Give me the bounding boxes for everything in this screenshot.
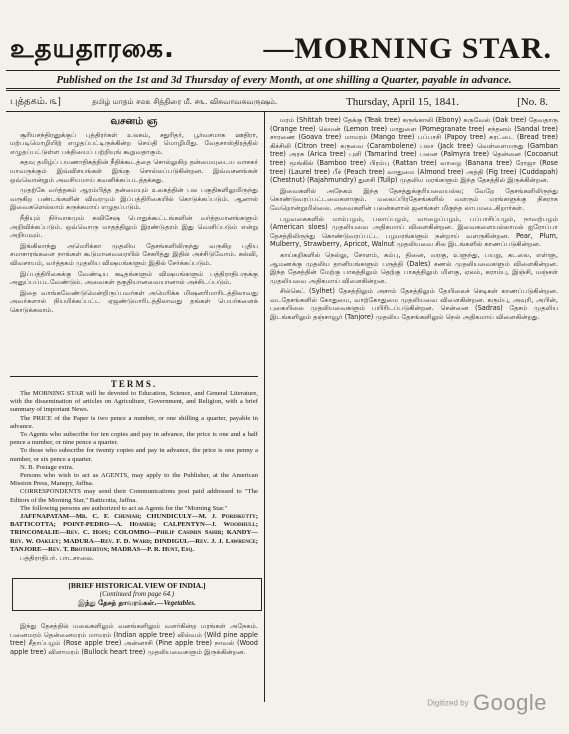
left-paragraph: சுதவு தமிழ்ப் பயணாதிகத்தின் நீதிக்கூடத்தை சொல்லுகிற தன்மையுடைய வாசகர் யாவருக்கும் இவ்விசயங்கள் இங்கு சொல்லப்படுகின்றன. இவ்வசனங்கள் ஒவ்வொன்றும் அவசியமாய் கவனிக்கப்படத்தக்கது.	[10, 158, 258, 184]
left-bottom-paragraph: இந்து தேசத்தில் மலைகளிலும் வனங்களிலும் வளர்கின்ற மரங்கள் அநேகம். பனைமரம் தென்னைமரம் மாமரம் (Indian apple tree) வில்வம் (Wild pine apple tree) சீதாப்பழம் (Rose apple tree) அன்னாசி (Pine apple tree) நாவல் (Wood apple tree) விளாமரம் (Bullock heart tree) முதலியவைகளும் இருக்கின்றன.	[10, 622, 258, 656]
terms-paragraph: Persons who wish to act as AGENTS, may apply to the Publisher, at the American Mission Press, Manepy, Jaffna.	[10, 472, 258, 488]
terms-paragraph: To Agents who subscribe for ten copies and pay in advance, the price is one and a half pence a number, or nine pence a quarter.	[10, 431, 258, 447]
vegetables-heading-english: —Vegetables.	[156, 599, 196, 607]
right-paragraph: பழவகைகளில் மாம்பழம், பலாப்பழம், வாழைப்பழம், பப்பாசிப்பழம், நாவற்பழம் (American sloes) முதலியவை அதிகமாய் விளைகின்றன. இவைகளையல்லாமல் ஐரோப்பா தேசத்திலிருந்து கொண்டுவரப்பட்ட பழமரங்களும் நன்றாய் வளருகின்றன. Pear, Plum, Mulberry, Strawberry, Apricot, Walnut முதலியவை சில இடங்களில் காணப்படுகின்றன.	[270, 214, 558, 249]
vegetables-heading	[17, 599, 257, 608]
publication-line: Published on the 1st and 3d Thursday of every Month, at one shilling a Quarter, payable in advance.	[56, 74, 512, 86]
terms-rule-top	[10, 376, 258, 377]
left-paragraph: நீதியும் நிர்வாகமும் சுவிசேஷ பொதுக்கூட்டங்களின் வர்த்தமானங்களும் அறிவிக்கப்படும். ஒவ்வொரு மாதத்திலும் இரண்டுதரம் இது வெளிப்படும் என்று அறியவும்.	[10, 213, 258, 240]
right-paragraph: இவைகளில் அநேகம் இந்த தேசத்துக்குரியவையல்ல; வேறே தேசங்களிலிருந்து கொண்டுவரப்பட்டவைகளாகும். மலைப்பிரதேசங்களில் வளரும் மரங்களுக்கு நிகராக வேறொன்றுமில்லை. அவைகளின் பலன்களால் ஜனங்கள் மிகுந்த லாபமடைகிறார்கள்.	[270, 186, 558, 212]
column-divider	[264, 112, 265, 702]
right-column-tamil-article	[270, 116, 558, 324]
terms-paragraph: The following persons are authorized to act as Agents for the "Morning Star."	[20, 504, 228, 512]
terms-tamil-note: பத்திராதிபர். பாடசாலை.	[20, 554, 94, 563]
left-column-tamil-article	[10, 116, 258, 316]
vegetables-heading-tamil: இந்து தேசத் தாவரங்கள்.	[78, 599, 157, 607]
masthead-rule	[6, 70, 560, 71]
terms-paragraph: The PRICE of the Paper is two pence a number, or one shilling a quarter, payable in advance.	[10, 414, 258, 430]
left-paragraph: முதற்கே வர்த்தகம் ஆரம்பித்த தன்மையும் உலகத்தின் பல பகுதிகளிலுமிருந்து வருகிற பண்டங்களின் விவரமும் இப்பத்திரிகையில் கொடுக்கப்படும். ஆனால் இவைகளெல்லாம் சுருக்கமாய் எழுதப்படும்.	[10, 186, 258, 212]
terms-section	[10, 390, 258, 563]
issue-number: [No. 8.	[517, 96, 548, 108]
terms-paragraph: To those who subscribe for twenty copies and pay in advance, the price is one penny a number, or six pence a quarter.	[10, 447, 258, 463]
terms-paragraph: N. B. Postage extra.	[20, 463, 74, 471]
masthead	[6, 32, 562, 70]
terms-paragraph: The MORNING STAR will be devoted to Education, Science, and General Literature, with the dissemination of articles on Agriculture, Government, and Religion, with a brief summary of important News.	[10, 390, 258, 414]
right-paragraph: காய்கறிகளில் நெல்லு, சோளம், கம்பு, தினை, வரகு, உளுந்து, பயறு, கடலை, எள்ளு, ஆமணக்கு முதலிய தானியங்களும் பருத்தி (Dales) சணல் முதலியவைகளும் விளைகின்றன. இந்த தேசத்தின் மேற்கு பாகத்திலும் தெற்கு பாகத்திலும் மிளகு, ஏலம், கராம்பு, இஞ்சி, மஞ்சள் முதலியவை அதிகமாய் விளைகின்றன.	[270, 250, 558, 285]
tamil-calendar-date: தமிழ் மாதம் ௪௰௨ சித்திரை மீ. ௪௩. விசுவாவசுவருஷம்.	[92, 97, 278, 106]
dateline-rule	[6, 111, 560, 112]
left-paragraph: இங்கிலாந்து அமெரிக்கா முதலிய தேசங்களிலிருந்து வருகிற புதிய சமாசாரங்களை நாங்கள் கூடுமானவரையில் சேகரித்து இதில் அச்சிடுவோம். கல்வி, விவசாயம், வர்த்தகம் முதலிய விஷயங்களும் இதில் சேர்க்கப்படும்.	[10, 241, 258, 267]
left-paragraph: சூரியசந்திரனுக்குப் புத்திரர்கள் உலகம், சதுரிதர், பூர்வசமாக ஊதிரா, மற்படிமொழியிற் எழுதப்பட்டிருக்கின்ற செய்தி மொழிமிது. வேதசாஸ்திரத்தில் எழுதப்பட்டுள்ள பக்தியைப் பற்றியுங் கூறுவதாகும்.	[10, 130, 258, 156]
history-box-subtitle: (Continued from page 64.)	[99, 590, 175, 598]
agents-list: JAFFNAPATAM—Mr. C. F. Cheniah; CHUNDICULY—M. J. Poriskutty; BATTICOTTA; POINT-PEDRO—A. Hoamer; CALPENTYN—J. Woodhull; TRINCOMALIE—Rev. C. Hope; COLOMBO—Philip Casimin Sahib; KANDY—Rev. W. Oakley; MADURA—Rev. F. D. Ward; DINDIGUL—Rev. J. J. Lawrence; TANJORE—Rev. T. Brotherton; MADRAS—P. R. Hunt, Esq.	[10, 513, 258, 553]
vegetables-article-start	[10, 622, 258, 658]
digitized-by-google-watermark	[427, 690, 547, 716]
history-box-title: [BRIEF HISTORICAL VIEW OF INDIA.]	[68, 581, 206, 590]
watermark-prefix: Digitized by	[427, 698, 469, 708]
terms-paragraph: CORRESPONDENTS may send their Communications post paid addressed to "The Editors of the Morning Star," Batticotta, Jaffna.	[10, 488, 258, 504]
issue-date: Thursday, April 15, 1841.	[346, 96, 459, 108]
left-paragraph: இப்பத்திரிகைக்கு வேண்டிய கடிதங்களும் விஷயங்களும் பத்திராதிபருக்கு அனுப்பப்படவேண்டும். அவைகள் தகுதியானவையானால் அச்சிடப்படும்.	[10, 269, 258, 287]
left-paragraph: இதை வாங்கவேண்டுமென்றிருப்பவர்கள் அமெரிக்க மிஷனரிமாரிடத்திலாவது அவர்களால் நியமிக்கப்பட்ட ஏஜண்டுமாரிடத்திலாவது தங்கள் பெயர்களைக் கொடுக்கலாம்.	[10, 288, 258, 314]
masthead-english-title: —MORNING STAR.	[263, 32, 552, 65]
masthead-tamil-title: உதயதாரகை.	[10, 34, 175, 64]
left-article-heading: வசனம் ஞ	[110, 116, 158, 127]
google-logo-text: Google	[473, 690, 547, 715]
history-section-box	[12, 578, 262, 611]
right-paragraph: மரம் (Shittah tree) தேக்கு (Teak tree) கருங்காலி (Ebony) கருவேல் (Oak tree) தேவதாரு (Orange tree) லெமன் (Lemon tree) மாதுளை (Pomegranate tree) சந்தனம் (Sandal tree) சாரணை (Goava tree) மாமரம் (Mango tree) பப்பாசி (Papoy tree) சுரட்டை (Bread tree) கிச்சிலி (Citron tree) கருவை (Carambolene) பலா (Jack tree) வெள்ளைமருது (Gamban tree) அரசு (Arica tree) புளி (Tamarind tree) பனை (Palmyra tree) தென்னை (Cocoanut tree) மூங்கில் (Bamboo tree) பிரம்பு (Rattan tree) வாழை (Banana tree) ரோஜா (Rose tree) (Laurel tree) பீச் (Peach tree) வாதுமை (Almond tree) அத்தி (Fig tree) (Cuddapah) (Chestnut) (Rajahmundry) துளசி (Tulip) முதலிய மரங்களும் இந்த தேசத்தில் இருக்கின்றன.	[270, 116, 558, 185]
publication-rule	[6, 88, 560, 91]
volume-label: புத்தகம். ௩]	[10, 96, 61, 107]
terms-title: TERMS.	[110, 379, 158, 389]
right-paragraph: சில்கெட் (Sylhet) தேசத்திலும் அசாம் தேசத்திலும் தேயிலைச் செடிகள் காணப்படுகின்றன. வடதேசங்களில் கோதுமை, வாற்கோதுமை முதலியவை விளைகின்றன. கரும்பு, அவுரி, அபின், புகையிலை முதலியவைகளும் பயிரிடப்படுகின்றன. சென்னை (Sadras) தேசம் முதலிய இடங்களிலும் தஞ்சாவூர் (Tanjore) முதலிய தேசங்களிலும் நெல் அதிகமாய் விளைகின்றது.	[270, 287, 558, 322]
dateline	[10, 96, 558, 110]
